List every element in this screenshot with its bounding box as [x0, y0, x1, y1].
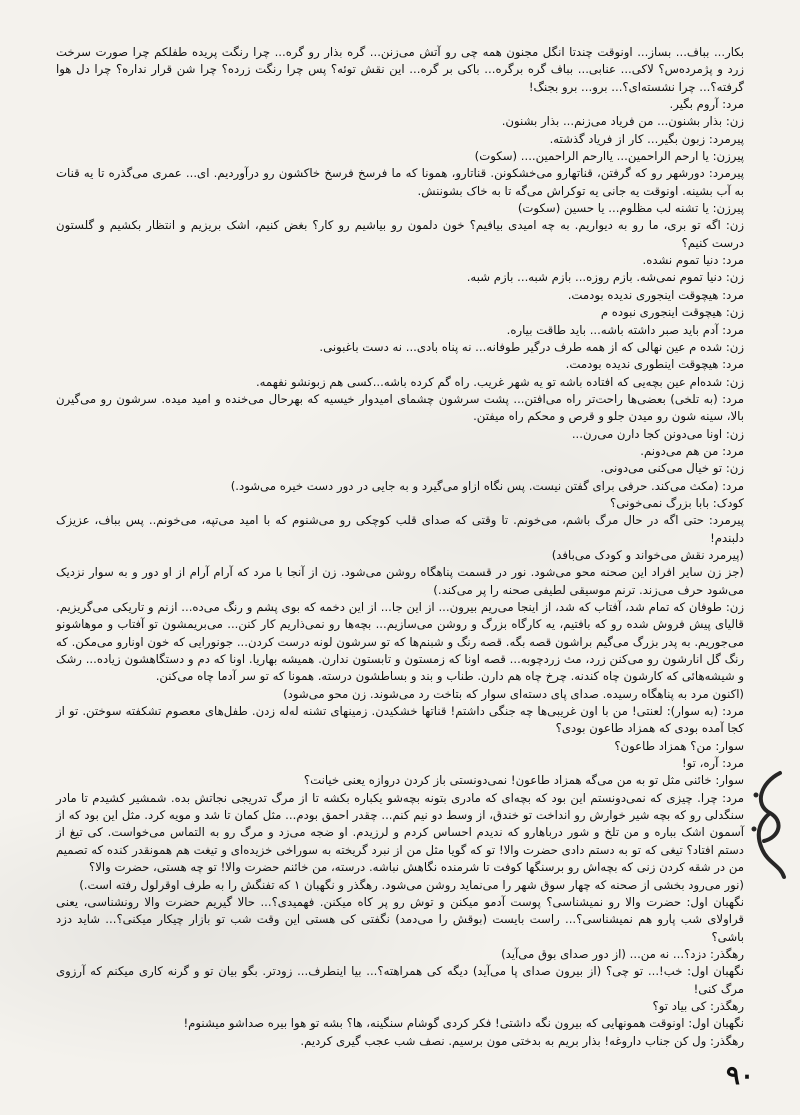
text-line: زن: دنیا تموم نمی‌شه. بازم روزه... بازم شبه... بازم شبه.	[466, 270, 744, 285]
text-line: زن: بذار بشنون... من فریاد می‌زنم... بذار بشنون.	[501, 114, 744, 129]
text-line: مرد: هیچوقت اینطوری ندیده بودمت.	[565, 357, 744, 372]
text-line: مرد: (مکث می‌کند. حرفی برای گفتن نیست. پس نگاه ازاو می‌گیرد و به جایی در دور دست خیره می‌شود.)	[230, 478, 744, 493]
text-line: مرد: چرا. چیزی که نمی‌دونستم این بود که بچه‌ای که مادری بتونه بچه‌شو یکباره بکشه تا از مرگ تدریجی نجاتش بده. شمشیر کشیدم تا مادر سنگدلی رو که بچه شیر خوارش رو انداخت تو خندق، از وسط دو نیم کنم... چقدر احمق بودم... مثل کمان تا شد و مویه کرد. مثل این بود که از آسمون اشک بباره و من تلخ و شور درباهارو که ندیدم احساس کردم و لرزیدم. او ضجه می‌زد و مرگ رو به التماس می‌خواست. کی تیغ از دستم افتاد؟ تیغی که تو به دستم دادی حضرت والا! تو که گویا مثل من از نبرد گریخته به سوراخی خزیده‌ای و تیغت هم همونقدر کنده که تصمیم من در شقه کردن زنی که بچه‌اش رو برسنگها کوفت تا شرمنده نگاهش نباشه. درسته، من خائنم حضرت والا! تو چه هستی، حضرت والا؟	[56, 790, 744, 875]
text-line: مرد: هیچوقت اینجوری ندیده بودمت.	[567, 287, 744, 302]
text-line: پیرمرد: زبون بگیر... کار از فریاد گذشته.	[549, 131, 744, 146]
text-line: زن: شده‌ام عین بچه‌یی که افتاده باشه تو یه شهر غریب. راه گم کرده باشه...کسی هم زبونشو نفهمه.	[255, 374, 744, 389]
text-line: مرد: آره، تو!	[681, 756, 744, 771]
text-line: رهگذر: دزد؟... نه من... (از دور صدای بوق می‌آید)	[501, 946, 744, 961]
text-line: پیرزن: یا تشنه لب مظلوم... یا حسین (سکوت)	[517, 201, 744, 216]
text-line: سوار: خائنی مثل تو به من می‌گه همزاد طاعون! نمی‌دونستی باز کردن دروازه یعنی خیانت؟	[303, 773, 744, 788]
text-line: پیرمرد: دورشهر رو که گرفتن، قناتهارو می‌خشکونن. قناتارو، همونا که ما فرسخ فرسخ خاکشون رو درآوردیم. ای... عمری می‌گذره تا یه قنات به آب بشینه. اونوقت یه جانی یه توکراش می‌گه تا به خاک بشوننش.	[56, 166, 744, 198]
text-line: بکار... بباف... بساز... اونوقت چندتا انگل مجنون همه چی رو آتش می‌زنن... گره بذار رو گره... چرا رنگت پریده طفلکم چرا صورت سرخت زرد و پژمرده‌س؟ لاکی... عنابی... بباف گره برگره... باکی بر گره... این نقش توئه؟ پس چرا رنگت زرده؟ چرا شن قرار نداره؟ چرا دل هوا گرفته؟... چرا نشسته‌ای؟... برو... برو بجنگ!	[56, 45, 744, 94]
text-line: مرد: دنیا تموم نشده.	[642, 253, 744, 268]
text-line: زن: هیچوقت اینجوری نبوده م	[600, 305, 744, 320]
page-number: ۹۰	[726, 1061, 754, 1091]
text-line: سوار: من؟ همزاد طاعون؟	[614, 738, 744, 753]
text-line: کودک: بابا بزرگ نمی‌خونی؟	[610, 495, 744, 510]
text-line: زن: اونا می‌دونن کجا دارن می‌رن...	[571, 426, 744, 441]
text-line: زن: تو خیال می‌کنی می‌دونی.	[600, 461, 744, 476]
play-text	[56, 44, 744, 1050]
text-line: مرد: (به سوار): لعنتی! من با اون غریبی‌ها چه جنگی داشتم! قناتها خشکیدن. زمینهای تشنه له‌له زدن. طفل‌های معصوم تشکفته سوختن. تو از کجا آمده بودی که همزاد طاعون بودی؟	[56, 704, 744, 736]
text-line: نگهبان اول: خب!... تو چی؟ (از بیرون صدای پا می‌آید) دیگه کی همراهته؟... بیا اینطرف... زودتر. بگو بیان تو و گرنه کاری میکنم که آرزوی مرگ کنی!	[56, 964, 744, 996]
text-line: زن: شده م عین نهالی که از همه طرف درگیر طوفانه... نه پناه بادی... نه دست باغبونی.	[319, 339, 744, 354]
text-line: (اکنون مرد به پناهگاه رسیده. صدای پای دسته‌ای سوار که بتاخت رد می‌شوند. زن محو می‌شود)	[283, 686, 744, 701]
text-line: نگهبان اول: حضرت والا رو نمیشناسی؟ پوست آدمو میکنن و توش رو پر کاه میکنن. فهمیدی؟... حالا گیریم حضرت والا رونشناسی، یعنی قراولای شب پارو هم نمیشناسی؟... راست بایست (بوقش را می‌دمد) نگفتی کی هستی این وقت شب تو بازار چیکار میکنی؟... شاید دزد باشی؟	[56, 894, 744, 944]
text-line: زن: اگه تو بری، ما رو به دیواریم. به چه امیدی بیافیم؟ خون دلمون رو بیاشیم رو کار؟ بغض کنیم، اشک بریزیم و انتظار بکشیم و گلستون درست کنیم؟	[56, 218, 744, 250]
text-line: نگهبان اول: اونوقت همونهایی که بیرون نگه داشتی! فکر کردی گوشام سنگینه، ها؟ بشه تو هوا بیره صداشو میشنوم!	[183, 1016, 744, 1031]
text-line: مرد: (به تلخی) بعضی‌ها راحت‌تر راه می‌افتن... پشت سرشون چشمای امیدوار خیسیه که بهرحال می‌خنده و امید میده. سرشون رو می‌گیرن بالا، سینه شون رو میدن جلو و قرص و محکم راه میفتن.	[56, 391, 744, 424]
text-line: پیرمرد: حتی اگه در حال مرگ باشم، می‌خونم. تا وقتی که صدای قلب کوچکی رو می‌شنوم که با امید می‌تپه، می‌خونم.. پس بباف، عزیزک دلبندم!	[56, 513, 744, 545]
text-line: مرد: من هم می‌دونم.	[640, 443, 744, 458]
text-line: رهگذر: کی بیاد تو؟	[652, 998, 744, 1013]
text-line: (نور می‌رود بخشی از صحنه که چهار سوق شهر را می‌نماید روشن می‌شود. رهگذر و نگهبان ۱ که تفنگش را به طرف اوقرلول رفته است.)	[79, 877, 744, 892]
text-line: زن: طوفان که تمام شد، آفتاب که شد، از اینجا می‌ریم بیرون... از این جا... از این دخمه که بوی پشم و رنگ می‌ده... ازنم و تاریکی می‌گریزیم. قالیای پیش فروش شده رو که بافتیم، یه کارگاه بزرگ و روشن می‌سازیم... بچه‌ها رو نمی‌ذاریم کار کنن... می‌بریمشون تو آفتاب و موهاشونو می‌جوریم. به پدر بزرگ می‌گیم براشون قصه بگه. قصه رنگ و شبنم‌ها که تو سرشون لونه درست کردن... جونورایی که خون اونارو می‌مکن. که رنگ گل انارشون رو می‌کنن زرد، مث زردچوبه... قصه اونا که زمستون و تابستون ندارن. همیشه بهاریا. اونا که دم و دستگاهشون زیاده... رشک و شیشه‌هائی که کارشون چاه کندنه. چرخ چاه هم دارن. طناب و بند و بساطشون درسته. همونا که تو سر آدما چاه می‌کنن.	[56, 600, 744, 684]
text-line: رهگذر: ول کن جناب داروغه! بذار بریم به بدختی مون برسیم. نصف شب عجب گیری کردیم.	[300, 1033, 744, 1048]
text-line: مرد: آدم باید صبر داشته باشه... باید طاقت بیاره.	[506, 322, 744, 337]
text-line: پیرزن: یا ارحم الراحمین... یاارحم الراحمین.... (سکوت)	[474, 149, 744, 164]
magazine-logo	[740, 765, 792, 885]
text-line: مرد: آروم بگیر.	[669, 97, 744, 112]
text-line: (پیرمرد نقش می‌خواند و کودک می‌بافد)	[551, 547, 744, 562]
text-line: (جز زن سایر افراد این صحنه محو می‌شود. نور در قسمت پناهگاه روشن می‌شود. زن از آنجا با مرد که آرام آرام از او دور و به سوار نزدیک می‌شود حرف می‌زند. ترنم موسیقی لطیفی صحنه را پر می‌کند.)	[56, 565, 744, 597]
